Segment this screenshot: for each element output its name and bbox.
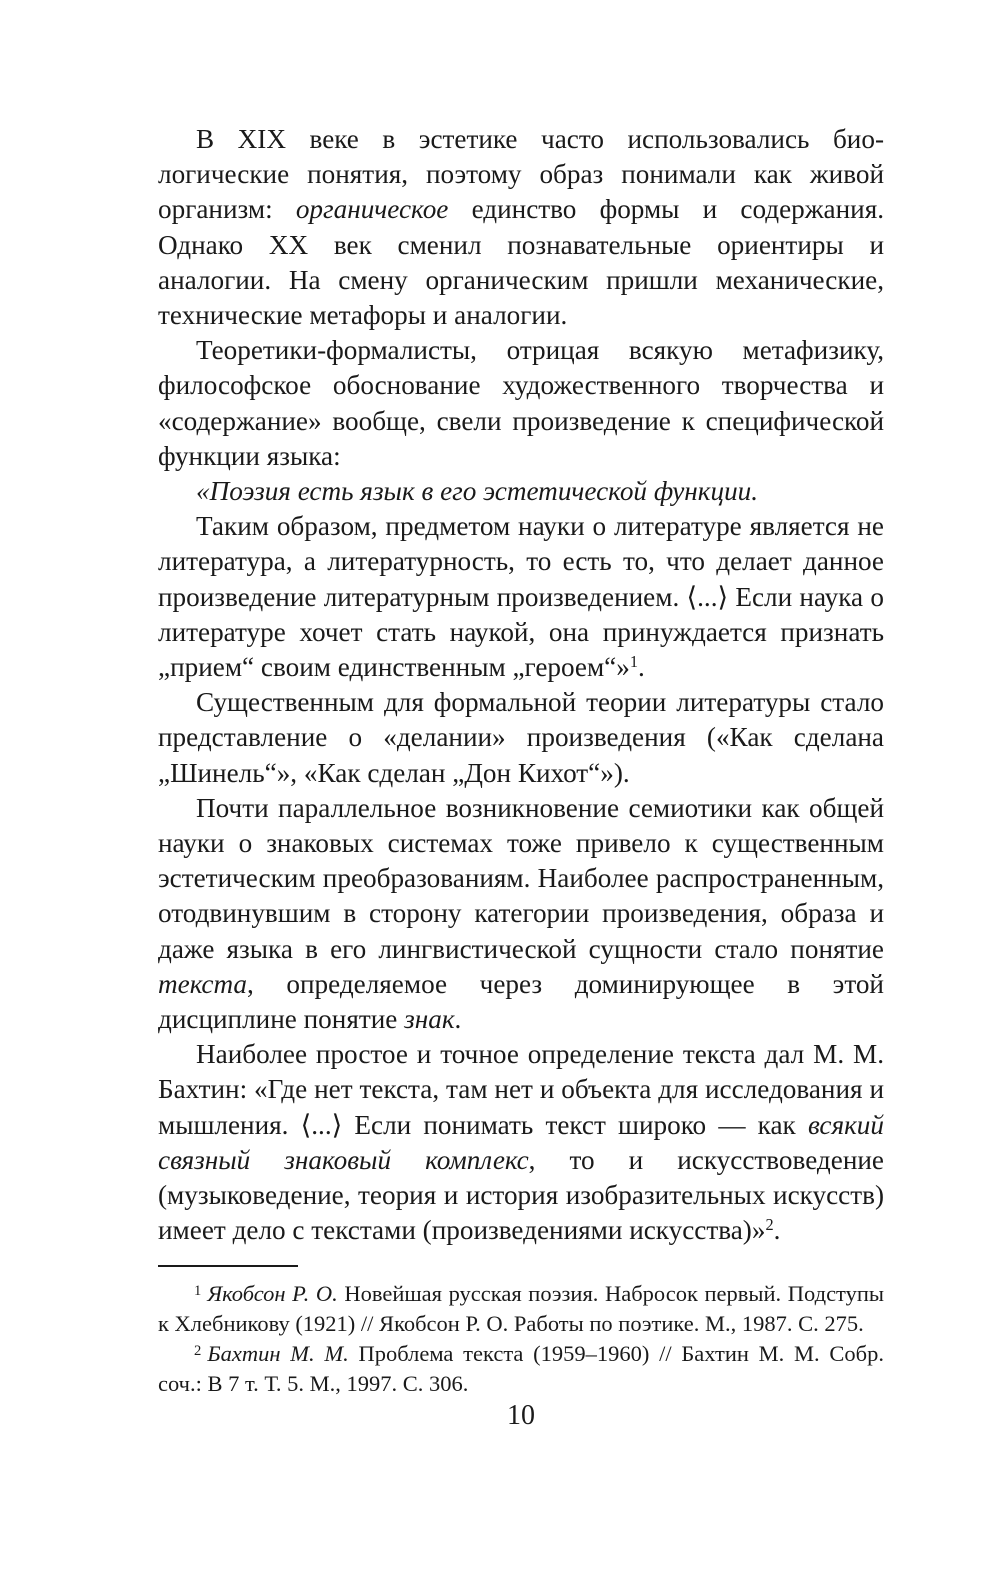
paragraph-1-text-a: В XIX веке в эстетике часто использовались биологические понятия, поэтому образ понимали как живой организм: <box>158 124 884 225</box>
footnote-divider <box>158 1265 298 1267</box>
footnote-2-author: Бахтин М. М. <box>207 1340 349 1366</box>
footnote-2-number: 2 <box>194 1342 202 1359</box>
footnote-2 <box>158 1339 884 1399</box>
footnote-1-number: 1 <box>194 1282 202 1299</box>
footnote-ref-1[interactable]: 1 <box>629 652 638 672</box>
paragraph-1-text-c: единство формы и содержания. Однако XX век сменил познавательные ориентиры и аналогии. На смену органическим пришли механические, технические метафоры и аналогии. <box>158 194 884 331</box>
paragraph-6-italic-b: текста <box>158 968 248 999</box>
page-number: 10 <box>507 1400 535 1431</box>
paragraph-5: Существенным для формальной теории литературы стало представление о «делании» произведения («Как сделана „Шинель“», «Как сделан „Дон Кихот“»). <box>158 687 884 788</box>
page-content <box>158 122 884 1399</box>
paragraph-6-text-c: , определяемое через доминирующее в этой дисциплине понятие <box>158 968 884 1035</box>
footnote-ref-2[interactable]: 2 <box>765 1215 774 1235</box>
paragraph-6-italic-d: знак <box>404 1004 455 1035</box>
footnotes <box>158 1279 884 1399</box>
paragraph-1-italic: органическое <box>295 194 449 225</box>
paragraph-7-text-a: Наиболее простое и точное определение текста дал М. М. Бахтин: «Где нет текста, там нет и объекта для исследования и мышления. ⟨...⟩ Если понимать текст широко — как <box>158 1039 884 1140</box>
paragraph-6-text-a: Почти параллельное возникновение семиотики как общей науки о знаковых системах тоже привело к существенным эстетическим преобразованиям. Наиболее распространенным, отодвинувшим в сторону категории произведения, образа и даже языка в его лингвистической сущности стало понятие <box>158 792 884 964</box>
paragraph-6 <box>158 791 884 1037</box>
paragraph-7-italic: всякий связный знаковый комплекс <box>158 1109 884 1175</box>
quote-line: «Поэзия есть язык в его эстетической функции. <box>196 476 759 507</box>
paragraph-4-end: . <box>638 652 645 683</box>
paragraph-6-end: . <box>454 1004 462 1035</box>
footnote-1-author: Якобсон Р. О. <box>207 1280 338 1306</box>
paragraph-7-end: . <box>773 1215 781 1246</box>
footnote-1-text: Новейшая русская поэзия. Набросок первый. Подступы к Хлебникову (1921) // Якобсон Р. О. Работы по поэтике. М., 1987. С. 275. <box>158 1280 884 1336</box>
main-text <box>158 122 884 1249</box>
paragraph-7-text-c: , то и искусствоведение (музыковедение, теория и история изобразительных искусств) имеет дело с текстами (произведениями искусства)» <box>158 1144 884 1246</box>
paragraph-7 <box>158 1037 884 1248</box>
footnote-1 <box>158 1279 884 1339</box>
paragraph-1 <box>158 122 884 333</box>
paragraph-4-text: Таким образом, предметом науки о литературе является не литература, а литературность, то есть то, что делает данное произведение литературным произведением. ⟨...⟩ Если наука о литературе хочет стать наукой, она принуждается признать „прием“ своим единственным „героем“» <box>158 511 884 683</box>
paragraph-2: Теоретики-формалисты, отрицая всякую метафизику, философское обоснование художественного творчества и «содержание» вообще, свели произведение к специфической функции языка: <box>158 335 884 471</box>
paragraph-4 <box>158 509 884 685</box>
footnote-2-text: Проблема текста (1959–1960) // Бахтин М. М. Собр. соч.: В 7 т. Т. 5. М., 1997. С. 306. <box>158 1340 884 1396</box>
